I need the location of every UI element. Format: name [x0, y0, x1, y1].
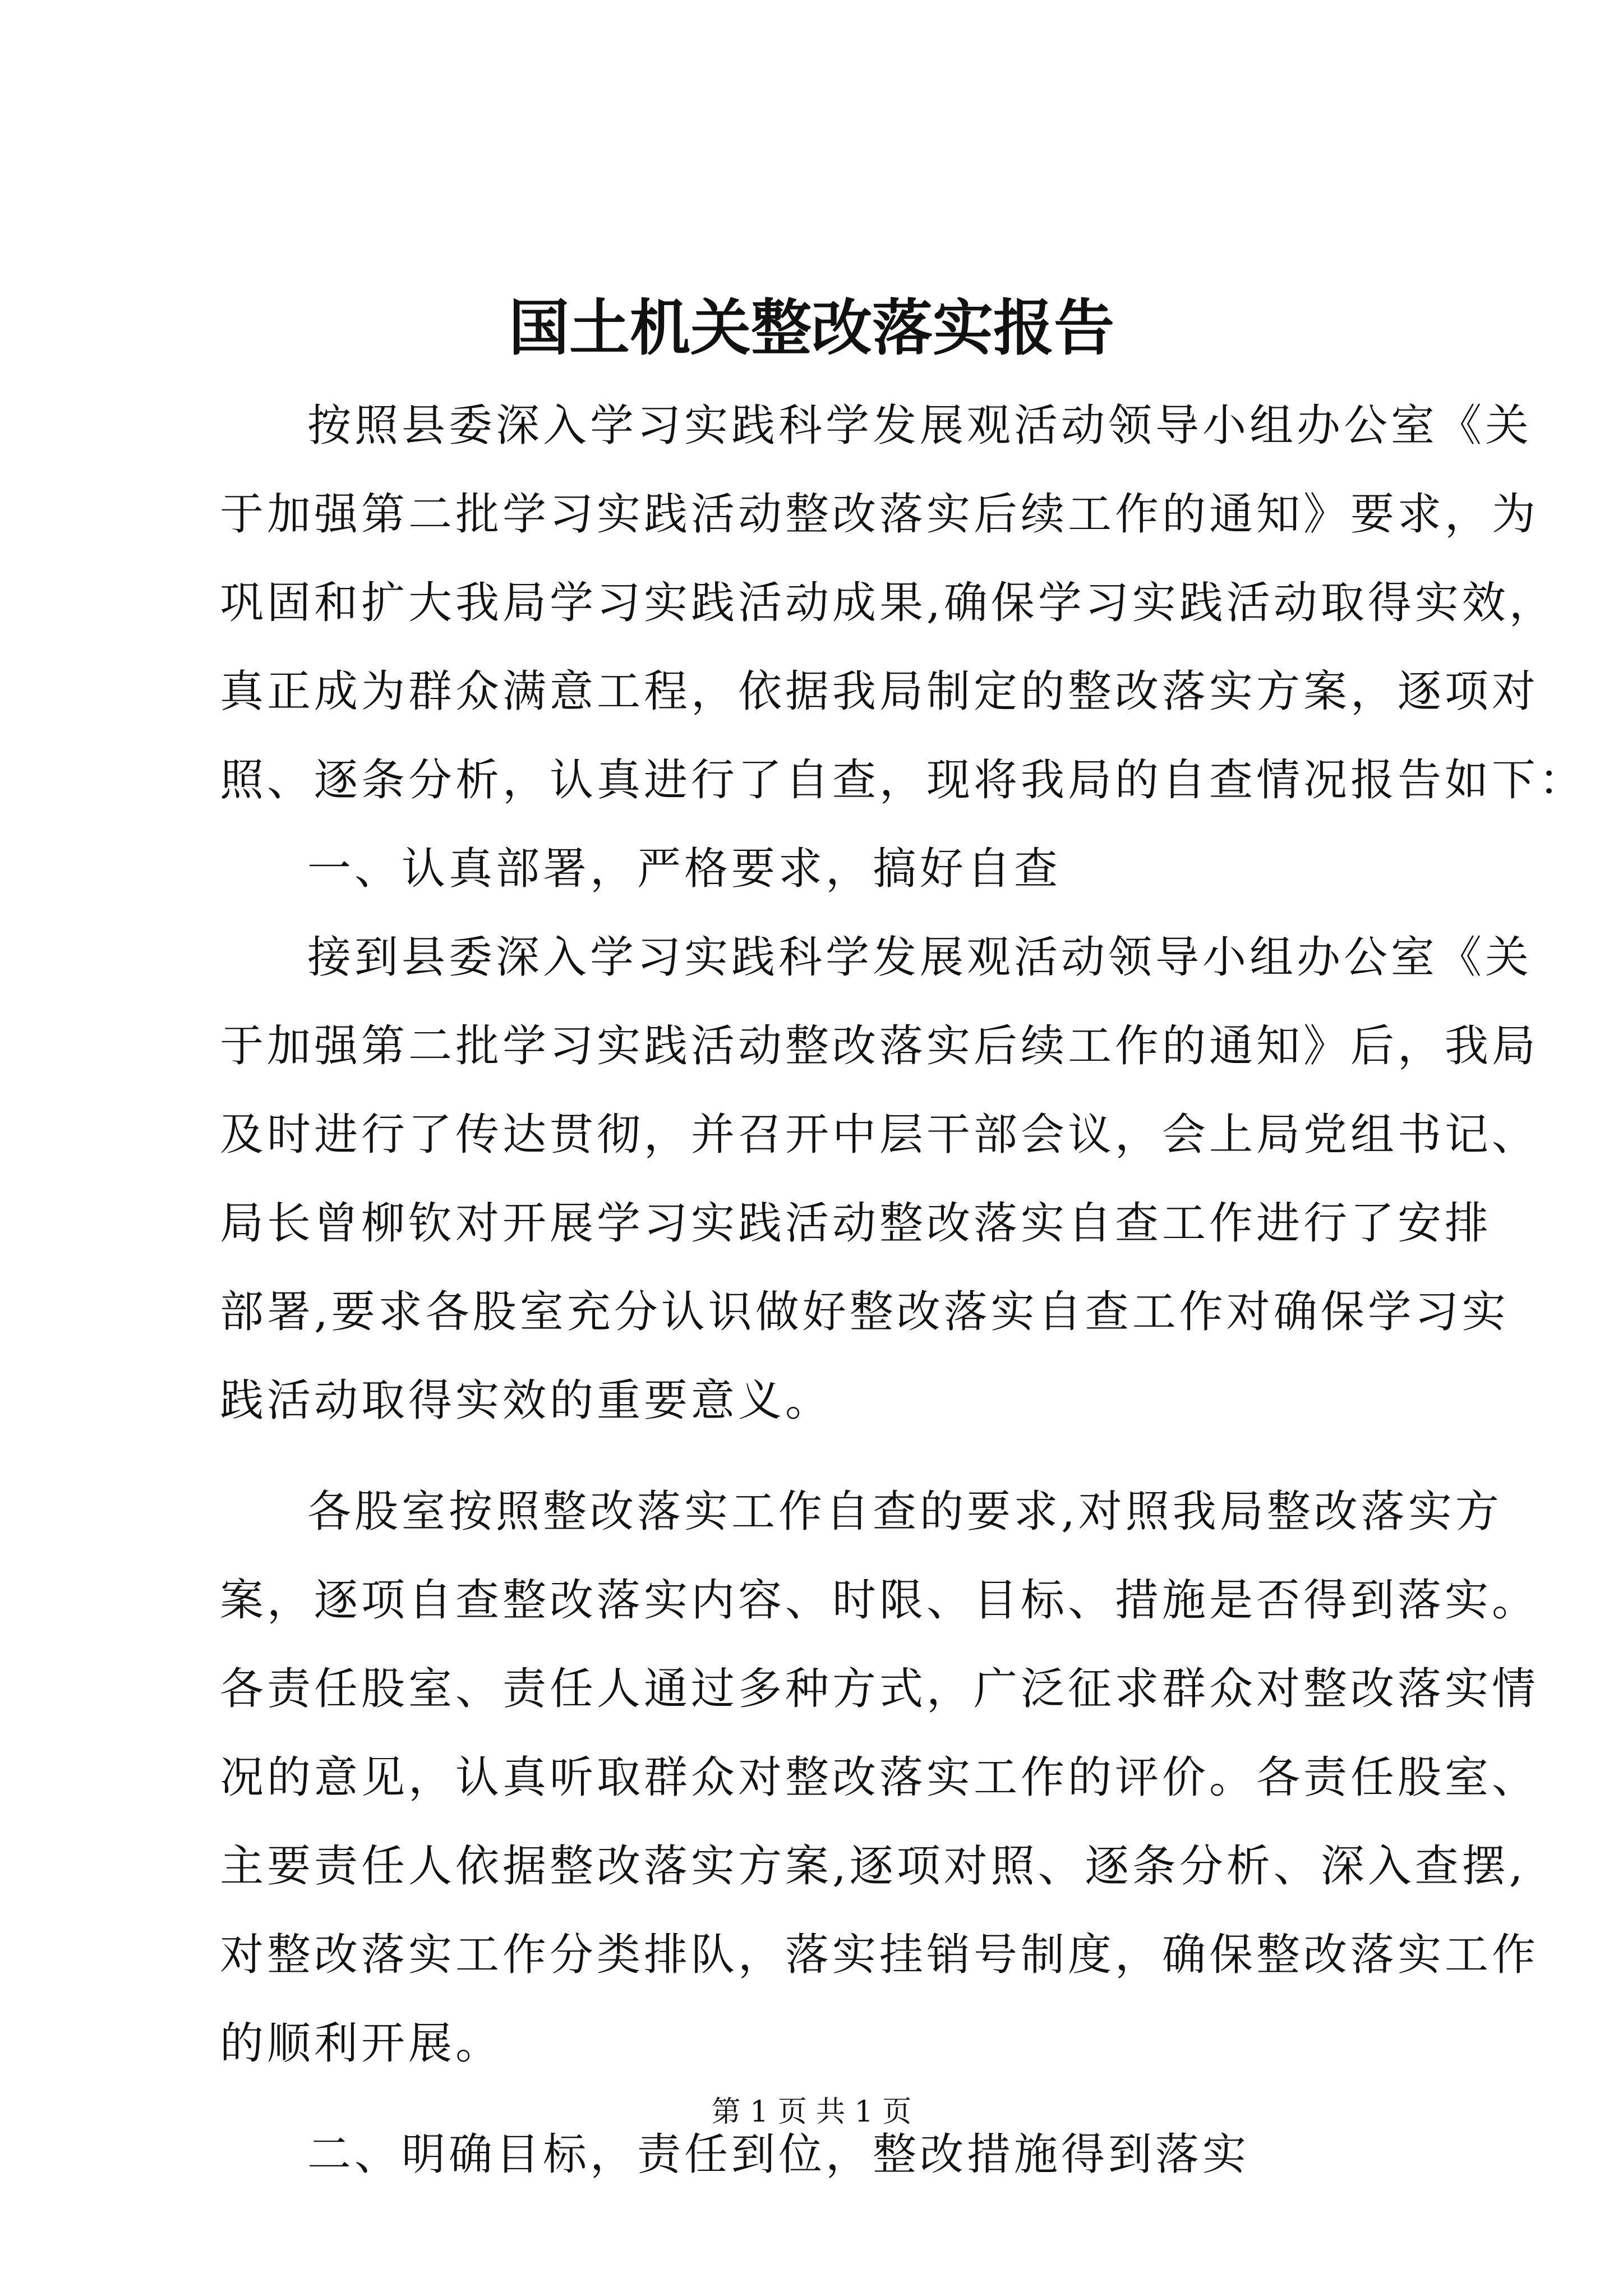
- text-line: 各责任股室、责任人通过多种方式，广泛征求群众对整改落实情: [220, 1664, 1539, 1714]
- text-line: 局长曾柳钦对开展学习实践活动整改落实自查工作进行了安排: [220, 1198, 1492, 1249]
- text-line: 对整改落实工作分类排队，落实挂销号制度，确保整改落实工作: [220, 1930, 1539, 1980]
- text-line: 按照县委深入学习实践科学发展观活动领导小组办公室《关: [307, 401, 1533, 451]
- paragraph: [220, 913, 1539, 1445]
- text-line: 于加强第二批学习实践活动整改落实后续工作的通知》后，我局: [220, 1021, 1539, 1071]
- text-line: 践活动取得实效的重要意义。: [220, 1375, 833, 1426]
- text-line: 于加强第二批学习实践活动整改落实后续工作的通知》要求，为: [220, 489, 1539, 540]
- text-line: 巩固和扩大我局学习实践活动成果,确保学习实践活动取得实效，: [220, 578, 1556, 628]
- page-number-footer: 第 1 页 共 1 页: [711, 2095, 912, 2129]
- text-line: 真正成为群众满意工程，依据我局制定的整改落实方案，逐项对: [220, 666, 1539, 717]
- text-line: 各股室按照整改落实工作自查的要求,对照我局整改落实方: [307, 1487, 1502, 1537]
- text-line: 接到县委深入学习实践科学发展观活动领导小组办公室《关: [307, 932, 1533, 983]
- text-line: 的顺利开展。: [220, 2018, 503, 2069]
- text-line: 案，逐项自查整改落实内容、时限、目标、措施是否得到落实。: [220, 1575, 1539, 1626]
- text-line: 及时进行了传达贯彻，并召开中层干部会议，会上局党组书记、: [220, 1110, 1539, 1160]
- paragraph: [220, 381, 1587, 825]
- heading-line: 二、明确目标，责任到位，整改措施得到落实: [307, 2129, 1250, 2180]
- heading-line: 一、认真部署，严格要求，搞好自查: [307, 844, 1062, 894]
- text-line: 主要责任人依据整改落实方案,逐项对照、逐条分析、深入查摆,: [220, 1841, 1527, 1892]
- paragraph: [220, 1467, 1539, 2088]
- document-title: 国土机关整改落实报告: [508, 293, 1114, 364]
- text-line: 况的意见，认真听取群众对整改落实工作的评价。各责任股室、: [220, 1752, 1539, 1803]
- document-body: [220, 381, 1587, 2199]
- section-heading: [220, 825, 1431, 913]
- text-line: 部署,要求各股室充分认识做好整改落实自查工作对确保学习实: [220, 1287, 1509, 1337]
- text-line: 照、逐条分析，认真进行了自查，现将我局的自查情况报告如下：: [220, 755, 1587, 806]
